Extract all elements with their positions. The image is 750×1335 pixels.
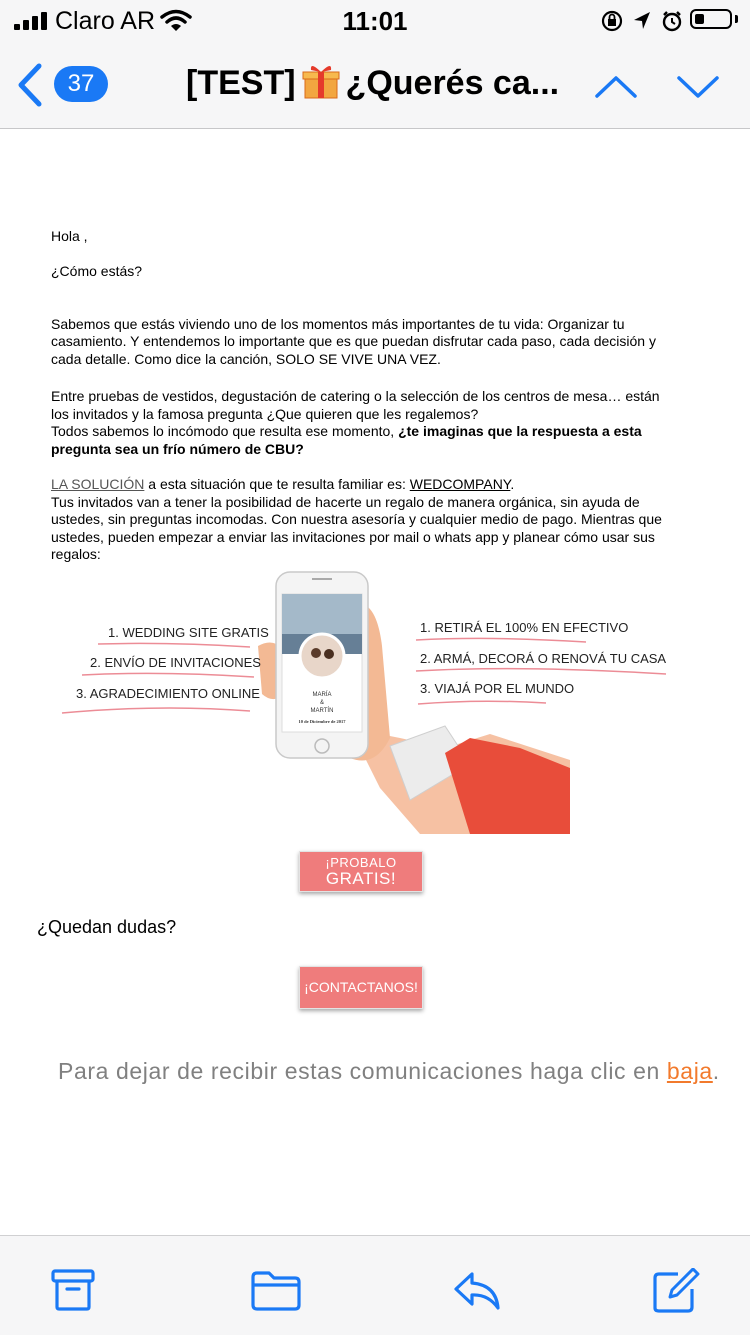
cbu-paragraph: Todos sabemos lo incómodo que resulta ese momento, ¿te imaginas que la respuesta a esta pregunta sea un frío número de CBU? (51, 423, 642, 457)
left-item-3: 3. AGRADECIMIENTO ONLINE (76, 686, 260, 701)
contact-button[interactable]: ¡CONTACTANOS! (299, 966, 423, 1009)
subject-prefix: [TEST] (186, 64, 296, 102)
right-item-2: 2. ARMÁ, DECORÁ O RENOVÁ TU CASA (420, 651, 667, 666)
greeting-question: ¿Cómo estás? (51, 263, 143, 279)
archive-icon[interactable] (50, 1268, 96, 1312)
solution-line: LA SOLUCIÓN a esta situación que te resulta familiar es: WEDCOMPANY. (51, 476, 515, 492)
left-item-1: 1. WEDDING SITE GRATIS (108, 625, 269, 640)
left-item-2: 2. ENVÍO DE INVITACIONES (90, 655, 261, 670)
invitees-paragraph: Entre pruebas de vestidos, degustación de catering o la selección de los centros de mesa… están los invitados y la famosa pregunta ¿Que quieren que les regalemos? (51, 388, 660, 422)
unsubscribe-link[interactable]: baja (666, 1058, 713, 1084)
phone-name-1: MARÍA (312, 692, 332, 698)
doubts-text: ¿Quedan dudas? (37, 917, 177, 937)
phone-name-amp: & (319, 700, 325, 706)
battery-icon (690, 9, 732, 29)
location-icon (634, 12, 650, 29)
intro-paragraph: Sabemos que estás viviendo uno de los momentos más importantes de tu vida: Organizar tu casamiento. Y entendemos lo importante que es que puedan disfrutar cada paso, cada decisión y cada detalle. Como dice la canción, SOLO SE VIVE UNA VEZ. (51, 315, 656, 367)
phone-date: 10 de Diciembre de 2017 (298, 719, 346, 724)
message-nav-bar (0, 44, 750, 129)
promo-hero-image (50, 568, 680, 834)
status-bar (0, 0, 750, 44)
gift-icon (302, 63, 340, 99)
unread-count-badge[interactable]: 37 (54, 66, 108, 102)
right-item-3: 3. VIAJÁ POR EL MUNDO (420, 681, 575, 696)
alarm-icon (664, 12, 680, 30)
reply-icon[interactable] (452, 1268, 502, 1312)
carrier-name: Claro AR (55, 7, 156, 35)
phone-name-2: MARTÍN (310, 708, 334, 714)
orientation-lock-icon (603, 12, 621, 30)
wedcompany-link[interactable]: WEDCOMPANY (409, 476, 511, 492)
back-chevron-icon[interactable] (14, 62, 44, 108)
compose-icon[interactable] (652, 1268, 700, 1314)
bottom-toolbar (0, 1235, 750, 1335)
message-subject (186, 63, 559, 103)
cbu-question: ¿te imaginas que la respuesta a esta pregunta sea un frío número de CBU? (51, 423, 642, 457)
status-icons (600, 9, 686, 33)
greeting: Hola , (51, 228, 88, 244)
solution-link[interactable]: LA SOLUCIÓN (51, 476, 145, 492)
subject-text: ¿Querés ca... (345, 64, 560, 102)
chevron-up-icon[interactable] (594, 74, 638, 100)
folder-icon[interactable] (250, 1268, 302, 1312)
chevron-down-icon[interactable] (676, 74, 720, 100)
unsubscribe-text: Para dejar de recibir estas comunicaciones haga clic en baja. (58, 1058, 720, 1084)
guests-paragraph: Tus invitados van a tener la posibilidad de hacerte un regalo de manera orgánica, sin ayuda de ustedes, sin preguntas incomodas. Con nuestra asesoría y cualquier medio de pago. Mientras que ustedes, pueden empezar a enviar las invitaciones por mail o whats app y planear cómo usar sus regalos: (51, 493, 662, 562)
email-body (51, 228, 676, 564)
clock: 11:01 (342, 6, 408, 36)
try-free-button[interactable]: ¡PROBALO GRATIS! (299, 851, 423, 892)
right-item-1: 1. RETIRÁ EL 100% EN EFECTIVO (420, 620, 629, 635)
